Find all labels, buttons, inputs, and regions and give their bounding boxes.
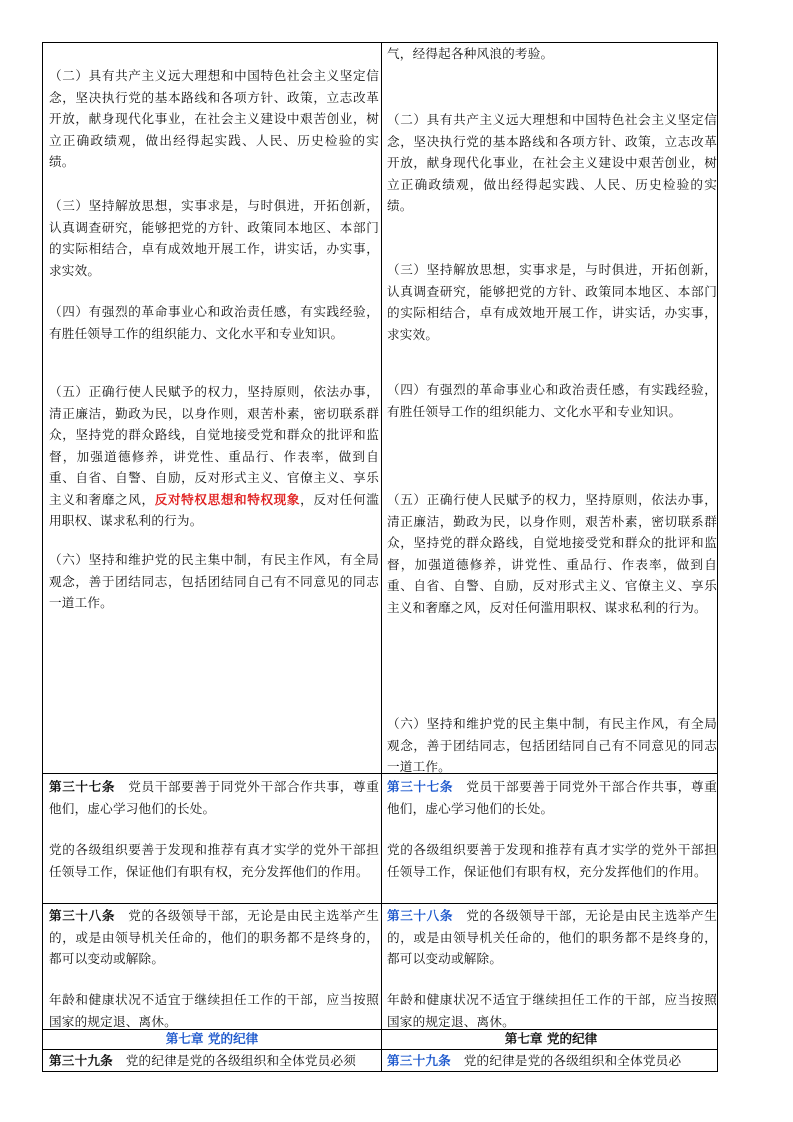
left-article-39 <box>49 1050 379 1072</box>
article-37-label: 第三十七条 <box>387 779 454 794</box>
left-clause-6: （六）坚持和维护党的民主集中制，有民主作风，有全局观念，善于团结同志，包括团结同自己有不同意见的同志一道工作。 <box>49 552 379 610</box>
right-article-39 <box>387 1050 717 1072</box>
left-clause-5-tail: ，反对任何滥用职权、谋求私利的行为。 <box>49 491 380 528</box>
article-38-label: 第三十八条 <box>387 908 454 923</box>
right-article-38 <box>387 905 717 970</box>
right-article-37-p2: 党的各级组织要善于发现和推荐有真才实学的党外干部担任领导工作，保证他们有职有权，充分发挥他们的作用。 <box>387 842 717 879</box>
right-clause-2: （二）具有共产主义远大理想和中国特色社会主义坚定信念，坚决执行党的基本路线和各项方针、政策，立志改革开放，献身现代化事业，在社会主义建设中艰苦创业，树立正确政绩观，做出经得起实践、人民、历史检验的实绩。 <box>387 112 717 213</box>
comparison-table <box>42 42 718 1072</box>
right-clause-4: （四）有强烈的革命事业心和政治责任感，有实践经验，有胜任领导工作的组织能力、文化水平和专业知识。 <box>387 382 717 419</box>
article-39-text: 党的纪律是党的各级组织和全体党员必须 <box>112 1053 357 1068</box>
article-38-label: 第三十八条 <box>49 908 116 923</box>
highlighted-amendment: 反对特权思想和特权现象 <box>154 491 301 507</box>
left-article-37-p2: 党的各级组织要善于发现和推荐有真才实学的党外干部担任领导工作，保证他们有职有权，充分发挥他们的作用。 <box>49 842 379 879</box>
right-chapter-heading: 第七章 党的纪律 <box>504 1031 598 1046</box>
right-clause-5: （五）正确行使人民赋予的权力，坚持原则，依法办事，清正廉洁，勤政为民，以身作则，艰苦朴素，密切联系群众，坚持党的群众路线，自觉地接受党和群众的批评和监督，加强道德修养，讲党性、重品行、作表率，做到自重、自省、自警、自励，反对形式主义、官僚主义、享乐主义和奢靡之风，反对任何滥用职权、谋求私利的行为。 <box>387 492 717 615</box>
article-37-text: 党员干部要善于同党外干部合作共事，尊重他们，虚心学习他们的长处。 <box>49 779 380 816</box>
right-article-38-p2: 年龄和健康状况不适宜于继续担任工作的干部，应当按照国家的规定退、离休。 <box>387 992 717 1029</box>
left-article-38-p2: 年龄和健康状况不适宜于继续担任工作的干部，应当按照国家的规定退、离休。 <box>49 992 379 1029</box>
left-clause-3: （三）坚持解放思想，实事求是，与时俱进，开拓创新，认真调查研究，能够把党的方针、政策同本地区、本部门的实际相结合，卓有成效地开展工作，讲实话，办实事，求实效。 <box>49 198 379 278</box>
right-article-37 <box>387 776 717 819</box>
left-clause-4: （四）有强烈的革命事业心和政治责任感，有实践经验，有胜任领导工作的组织能力、文化水平和专业知识。 <box>49 304 379 341</box>
row-divider <box>43 903 717 904</box>
article-39-text: 党的纪律是党的各级组织和全体党员必 <box>450 1053 682 1068</box>
left-clause-5 <box>49 381 379 532</box>
left-article-37 <box>49 776 379 819</box>
article-37-text: 党员干部要善于同党外干部合作共事，尊重他们，虚心学习他们的长处。 <box>387 779 718 816</box>
left-clause-5-text: （五）正确行使人民赋予的权力，坚持原则，依法办事，清正廉洁，勤政为民，以身作则，艰苦朴素，密切联系群众，坚持党的群众路线，自觉地接受党和群众的批评和监督，加强道德修养，讲党性、重品行、作表率，做到自重、自省、自警、自励，反对形式主义、官僚主义、享乐主义和奢靡之风， <box>49 384 379 507</box>
article-39-label: 第三十九条 <box>49 1053 113 1068</box>
left-article-38 <box>49 905 379 970</box>
article-38-text: 党的各级领导干部，无论是由民主选举产生的，或是由领导机关任命的，他们的职务都不是终身的，都可以变动或解除。 <box>387 908 718 966</box>
left-chapter-heading: 第七章 党的纪律 <box>165 1031 259 1046</box>
right-clause-3: （三）坚持解放思想，实事求是，与时俱进，开拓创新，认真调查研究，能够把党的方针、政策同本地区、本部门的实际相结合，卓有成效地开展工作，讲实话，办实事，求实效。 <box>387 262 717 342</box>
right-clause-1-tail: 气，经得起各种风浪的考验。 <box>387 46 554 61</box>
left-clause-2: （二）具有共产主义远大理想和中国特色社会主义坚定信念，坚决执行党的基本路线和各项方针、政策，立志改革开放，献身现代化事业，在社会主义建设中艰苦创业，树立正确政绩观，做出经得起实践、人民、历史检验的实绩。 <box>49 68 379 169</box>
right-clause-6: （六）坚持和维护党的民主集中制，有民主作风，有全局观念，善于团结同志，包括团结同自己有不同意见的同志一道工作。 <box>387 716 717 774</box>
article-39-label: 第三十九条 <box>387 1053 451 1068</box>
column-divider <box>381 43 382 1071</box>
article-38-text: 党的各级领导干部，无论是由民主选举产生的，或是由领导机关任命的，他们的职务都不是终身的，都可以变动或解除。 <box>49 908 380 966</box>
article-37-label: 第三十七条 <box>49 779 116 794</box>
